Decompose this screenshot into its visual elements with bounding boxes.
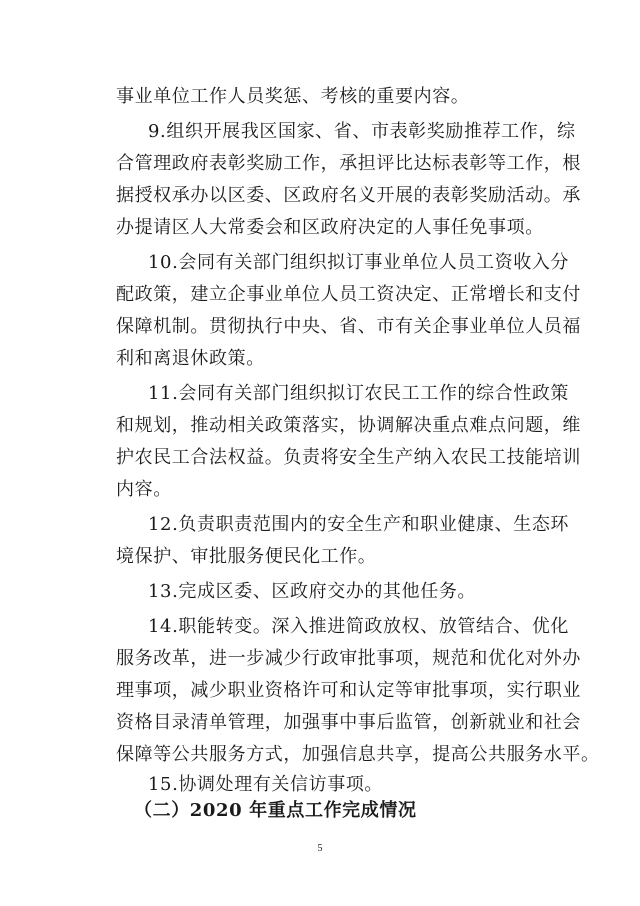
paragraph-line: 11.会同有关部门组织拟订农民工工作的综合性政策 [148, 383, 570, 404]
paragraph-line: 9.组织开展我区国家、省、市表彰奖励推荐工作，综 [148, 121, 576, 142]
section-heading: （二）2020 年重点工作完成情况 [134, 800, 417, 821]
paragraph-line: 13.完成区委、区政府交办的其他任务。 [148, 581, 477, 602]
paragraph-line: 利和离退休政策。 [116, 348, 265, 369]
paragraph-line: 境保护、审批服务便民化工作。 [116, 546, 377, 567]
paragraph-line: 10.会同有关部门组织拟订事业单位人员工资收入分 [148, 252, 570, 273]
paragraph-line: 15.协调处理有关信访事项。 [148, 774, 384, 795]
paragraph-line: 护农民工合法权益。负责将安全生产纳入农民工技能培训 [116, 447, 581, 468]
page-number: 5 [317, 843, 323, 854]
paragraph-line: 14.职能转变。深入推进简政放权、放管结合、优化 [148, 616, 570, 637]
paragraph-line: 内容。 [116, 479, 172, 500]
paragraph-line: 事业单位工作人员奖惩、考核的重要内容。 [116, 86, 470, 107]
paragraph-line: 办提请区人大常委会和区政府决定的人事任免事项。 [116, 217, 544, 238]
paragraph-line: 理事项，减少职业资格许可和认定等审批事项，实行职业 [116, 680, 581, 701]
paragraph-line: 资格目录清单管理，加强事中事后监管，创新就业和社会 [116, 712, 581, 733]
paragraph-line: 和规划，推动相关政策落实，协调解决重点难点问题，维 [116, 415, 581, 436]
paragraph-line: 配政策，建立企事业单位人员工资决定、正常增长和支付 [116, 284, 581, 305]
paragraph-line: 合管理政府表彰奖励工作，承担评比达标表彰等工作，根 [116, 153, 581, 174]
paragraph-line: 保障等公共服务方式，加强信息共享，提高公共服务水平。 [116, 744, 600, 765]
paragraph-line: 12.负责职责范围内的安全生产和职业健康、生态环 [148, 514, 570, 535]
paragraph-line: 保障机制。贯彻执行中央、省、市有关企事业单位人员福 [116, 316, 581, 337]
paragraph-line: 服务改革，进一步减少行政审批事项，规范和优化对外办 [116, 648, 581, 669]
paragraph-line: 据授权承办以区委、区政府名义开展的表彰奖励活动。承 [116, 185, 581, 206]
